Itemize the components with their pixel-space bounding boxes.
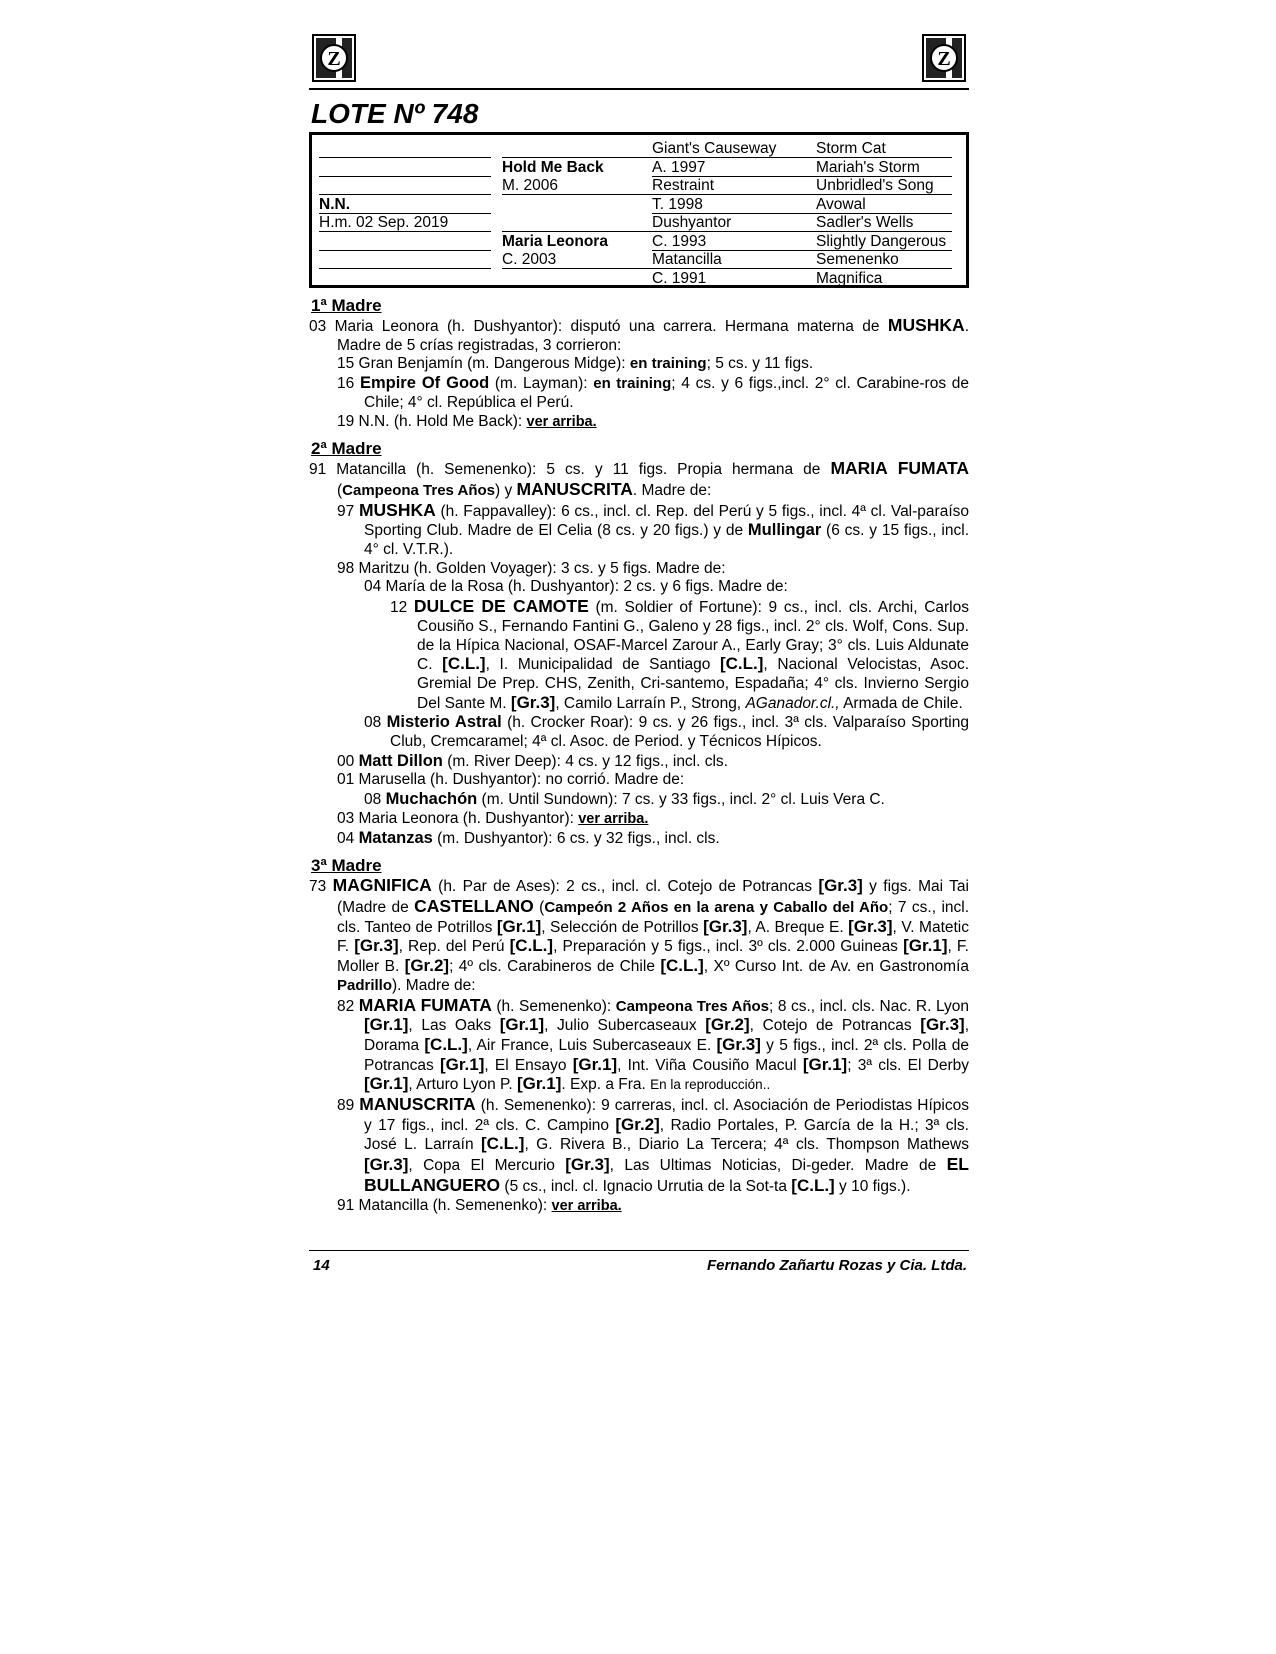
pedigree-row xyxy=(319,176,959,195)
company-name: Fernando Zañartu Rozas y Cia. Ltda. xyxy=(706,1257,967,1274)
pedigree-cell: M. 2006 xyxy=(502,177,559,194)
pedigree-cell: Semenenko xyxy=(816,251,899,268)
produce-entry: 98 Maritzu (h. Golden Voyager): 3 cs. y 5 figs. Madre de: xyxy=(337,559,726,577)
produce-entry: 01 Marusella (h. Dushyantor): no corrió. Madre de: xyxy=(337,771,685,789)
pedigree-cell: Maria Leonora xyxy=(502,232,608,250)
pedigree-rule xyxy=(816,287,952,288)
page-number: 14 xyxy=(313,1257,330,1274)
pedigree-cell: Storm Cat xyxy=(816,140,886,157)
svg-text:Z: Z xyxy=(937,48,951,70)
pedigree-cell: C. 1991 xyxy=(652,269,707,287)
pedigree-cell: Restraint xyxy=(652,177,715,194)
pedigree-row xyxy=(319,213,959,232)
pedigree-cell: Sadler's Wells xyxy=(816,214,914,231)
pedigree-row xyxy=(319,250,959,269)
produce-entry: 91 Matancilla (h. Semenenko): ver arriba. xyxy=(337,1196,622,1214)
pedigree-row xyxy=(319,232,959,251)
pedigree-cell: C. 1993 xyxy=(652,232,707,250)
dam-entry: 91 Matancilla (h. Semenenko): 5 cs. y 11 figs. Propia hermana de MARIA FUMATA (Campeona Tres Años) y MANUSCRITA. Madre de: xyxy=(309,458,970,499)
produce-entry: 19 N.N. (h. Hold Me Back): ver arriba. xyxy=(337,412,597,430)
pedigree-row xyxy=(319,158,959,177)
produce-entry: 04 María de la Rosa (h. Dushyantor): 2 cs. y 6 figs. Madre de: xyxy=(364,578,788,596)
zf-logo-icon xyxy=(312,34,356,82)
produce-entry: 89 MANUSCRITA (h. Semenenko): 9 carreras, incl. cl. Asociación de Periodistas Hípicos y 17 figs., incl. 2ª cls. C. Campino [Gr.2], Radio Portales, P. García de la H.; 3ª cls. José L. Larraín [C.L.], G. Rivera B., Diario La Tercera; 4ª cls. Thompson Mathews [Gr.3], Copa El Mercurio [Gr.3], Las Ultimas Noticias, Di-geder. Madre de EL BULLANGUERO (5 cs., incl. cl. Ignacio Urrutia de la Sot-ta [C.L.] y 10 figs.). xyxy=(337,1094,969,1195)
produce-entry: 04 Matanzas (m. Dushyantor): 6 cs. y 32 figs., incl. cls. xyxy=(337,828,720,847)
pedigree-row xyxy=(319,195,959,214)
pedigree-cell: Matancilla xyxy=(652,251,722,268)
section-title: 1ª Madre xyxy=(311,296,382,315)
produce-entry: 08 Muchachón (m. Until Sundown): 7 cs. y 33 figs., incl. 2° cl. Luis Vera C. xyxy=(364,790,885,809)
pedigree-cell: H.m. 02 Sep. 2019 xyxy=(319,214,449,231)
pedigree-cell: Mariah's Storm xyxy=(816,158,920,176)
pedigree-cell: C. 2003 xyxy=(502,251,557,268)
catalog-page xyxy=(309,30,969,1215)
third-dam-section xyxy=(309,856,969,1215)
second-dam-section xyxy=(309,439,969,848)
pedigree-cell: T. 1998 xyxy=(652,195,703,213)
first-dam-section xyxy=(309,296,969,431)
pedigree-cell: Avowal xyxy=(816,195,866,213)
pedigree-cell: Magnifica xyxy=(816,269,883,287)
page-header xyxy=(309,30,969,90)
produce-entry: 12 DULCE DE CAMOTE (m. Soldier of Fortune): 9 cs., incl. cls. Archi, Carlos Cousiño S., Fernando Fantini G., Galeno y 28 figs., incl. 2° cls. Wolf, Cons. Sup. de la Hípica Nacional, OSAF-Marcel Zarour A., Early Gray; 3° cls. Luis Aldunate C. [C.L.], I. Municipalidad de Santiago [C.L.], Nacional Velocistas, Asoc. Gremial De Prep. CHS, Zenith, Cri-santemo, Espadaña; 4° cls. Invierno Sergio Del Sante M. [Gr.3], Camilo Larraín P., Strong, AGanador.cl., Armada de Chile. xyxy=(390,596,969,712)
pedigree-cell: Slightly Dangerous xyxy=(816,232,947,250)
pedigree-cell: Giant's Causeway xyxy=(652,140,777,157)
section-title: 2ª Madre xyxy=(311,439,382,459)
pedigree-rule xyxy=(652,287,816,288)
pedigree-cell: Dushyantor xyxy=(652,214,732,231)
produce-entry: 00 Matt Dillon (m. River Deep): 4 cs. y 12 figs., incl. cls. xyxy=(337,751,728,770)
pedigree-cell: N.N. xyxy=(319,195,350,213)
produce-entry: 82 MARIA FUMATA (h. Semenenko): Campeona Tres Años; 8 cs., incl. cls. Nac. R. Lyon [Gr.1], Las Oaks [Gr.1], Julio Subercaseaux [Gr.2], Cotejo de Potrancas [Gr.3], Dorama [C.L.], Air France, Luis Subercaseaux E. [Gr.3] y 5 figs., incl. 2ª cls. Polla de Potrancas [Gr.1], El Ensayo [Gr.1], Int. Viña Cousiño Macul [Gr.1]; 3ª cls. El Derby [Gr.1], Arturo Lyon P. [Gr.1]. Exp. a Fra. En la reproducción.. xyxy=(337,994,969,1094)
produce-entry: 15 Gran Benjamín (m. Dangerous Midge): en training; 5 cs. y 11 figs. xyxy=(337,355,814,373)
dam-entry: 73 MAGNIFICA (h. Par de Ases): 2 cs., incl. cl. Cotejo de Potrancas [Gr.3] y figs. Mai Tai (Madre de CASTELLANO (Campeón 2 Años en la arena y Caballo del Año; 7 cs., incl. cls. Tanteo de Potrillos [Gr.1], Selección de Potrillos [Gr.3], A. Breque E. [Gr.3], V. Matetic F. [Gr.3], Rep. del Perú [C.L.], Preparación y 5 figs., incl. 3º cls. 2.000 Guineas [Gr.1], F. Moller B. [Gr.2]; 4º cls. Carabineros de Chile [C.L.], Xº Curso Int. de Av. en Gastronomía Padrillo). Madre de: xyxy=(309,875,970,994)
pedigree-cell: Hold Me Back xyxy=(502,158,604,176)
lot-title: LOTE Nº 748 xyxy=(311,98,479,129)
section-title: 3ª Madre xyxy=(311,856,382,876)
pedigree-row xyxy=(319,269,959,288)
svg-text:Z: Z xyxy=(327,48,341,70)
produce-entry: 08 Misterio Astral (h. Crocker Roar): 9 cs. y 26 figs., incl. 3ª cls. Valparaíso Sporting Club, Cremcaramel; 4ª cl. Asoc. de Period. y Técnicos Hípicos. xyxy=(364,713,969,751)
dam-entry: 03 Maria Leonora (h. Dushyantor): disputó una carrera. Hermana materna de MUSHKA. Madre de 5 crías registradas, 3 corrieron: xyxy=(309,315,969,354)
pedigree-cell: A. 1997 xyxy=(652,158,706,176)
pedigree-rule xyxy=(319,287,491,288)
produce-entry: 97 MUSHKA (h. Fappavalley): 6 cs., incl. cl. Rep. del Perú y 5 figs., incl. 4ª cl. Val-paraíso Sporting Club. Madre de El Celia (8 cs. y 20 figs.) y de Mullingar (6 cs. y 15 figs., incl. 4° cl. V.T.R.). xyxy=(337,499,969,559)
pedigree-table xyxy=(309,132,969,288)
pedigree-row xyxy=(319,139,959,158)
zf-logo-icon xyxy=(922,34,966,82)
produce-entry: 16 Empire Of Good (m. Layman): en training; 4 cs. y 6 figs.,incl. 2° cl. Carabine-ros de Chile; 4° cl. República el Perú. xyxy=(337,374,969,411)
produce-entry: 03 Maria Leonora (h. Dushyantor): ver arriba. xyxy=(337,809,649,827)
pedigree-cell: Unbridled's Song xyxy=(816,177,934,194)
page-footer xyxy=(309,1250,969,1277)
